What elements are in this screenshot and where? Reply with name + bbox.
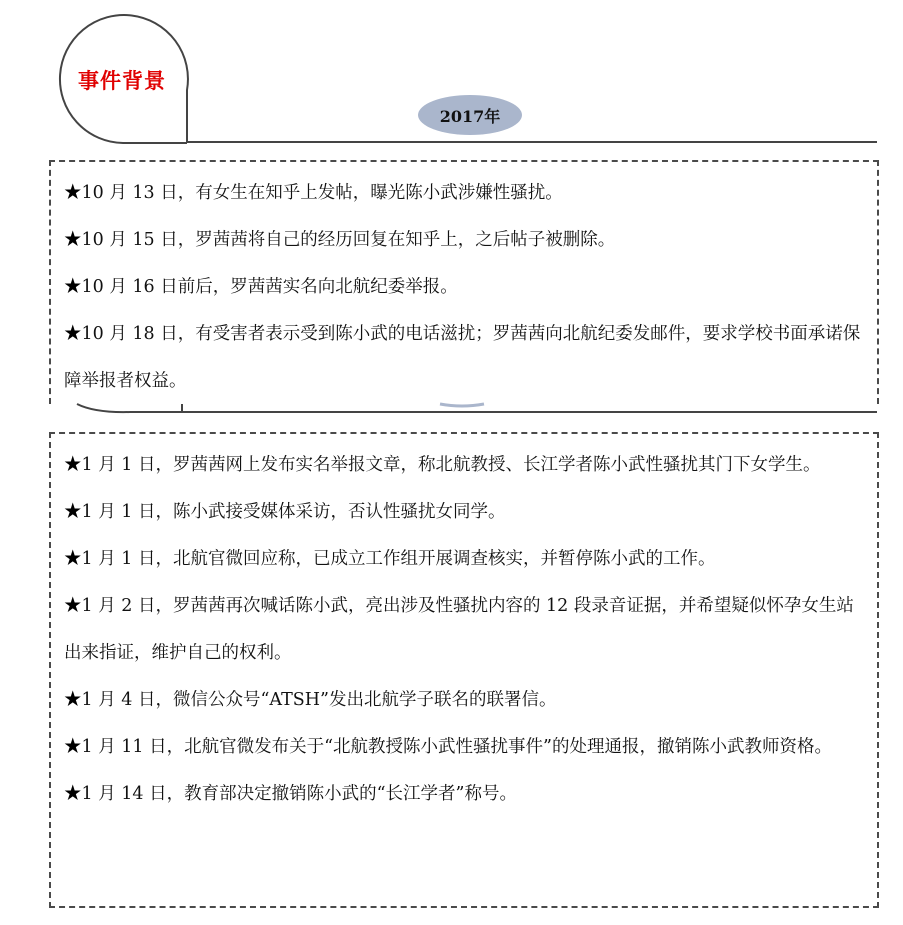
star-icon: ★ [64, 455, 82, 475]
star-icon: ★ [64, 324, 82, 344]
star-icon: ★ [64, 737, 82, 757]
star-icon: ★ [64, 230, 82, 250]
star-icon: ★ [64, 277, 82, 297]
event-item [64, 536, 869, 583]
star-icon: ★ [64, 784, 82, 804]
event-item [64, 442, 869, 489]
event-item [64, 311, 869, 405]
event-text: 1 月 11 日，北航官微发布关于“北航教授陈小武性骚扰事件”的处理通报，撤销陈小武教师资格。 [81, 737, 832, 757]
event-item [64, 677, 869, 724]
events-box-2018 [49, 432, 879, 908]
events-box-2017 [49, 160, 879, 404]
event-text: 1 月 14 日，教育部决定撤销陈小武的“长江学者”称号。 [81, 784, 517, 804]
event-text: 10 月 13 日，有女生在知乎上发帖，曝光陈小武涉嫌性骚扰。 [81, 183, 563, 203]
star-icon: ★ [64, 502, 82, 522]
star-icon: ★ [64, 183, 82, 203]
star-icon: ★ [64, 596, 82, 616]
star-icon: ★ [64, 690, 82, 710]
event-item [64, 264, 869, 311]
event-text: 1 月 1 日，北航官微回应称，已成立工作组开展调查核实，并暂停陈小武的工作。 [81, 549, 716, 569]
event-item [64, 583, 869, 677]
year-label: 2017年 [439, 106, 501, 126]
event-text: 1 月 1 日，陈小武接受媒体采访，否认性骚扰女同学。 [81, 502, 506, 522]
event-item [64, 170, 869, 217]
star-icon: ★ [64, 549, 82, 569]
event-item [64, 489, 869, 536]
event-item [64, 771, 869, 818]
year-badge [418, 95, 522, 135]
lower-tab-arc [77, 404, 130, 412]
event-text: 10 月 15 日，罗茜茜将自己的经历回复在知乎上，之后帖子被删除。 [81, 230, 616, 250]
event-text: 10 月 18 日，有受害者表示受到陈小武的电话滋扰；罗茜茜向北航纪委发邮件，要求学校书面承诺保障举报者权益。 [64, 324, 861, 391]
event-item [64, 724, 869, 771]
event-text: 1 月 1 日，罗茜茜网上发布实名举报文章，称北航教授、长江学者陈小武性骚扰其门下女学生。 [81, 455, 821, 475]
event-text: 10 月 16 日前后，罗茜茜实名向北航纪委举报。 [81, 277, 458, 297]
event-text: 1 月 2 日，罗茜茜再次喊话陈小武，亮出涉及性骚扰内容的 12 段录音证据，并希望疑似怀孕女生站出来指证，维护自己的权利。 [64, 596, 854, 663]
section-title: 事件背景 [78, 69, 166, 93]
event-item [64, 217, 869, 264]
event-text: 1 月 4 日，微信公众号“ATSH”发出北航学子联名的联署信。 [81, 690, 557, 710]
